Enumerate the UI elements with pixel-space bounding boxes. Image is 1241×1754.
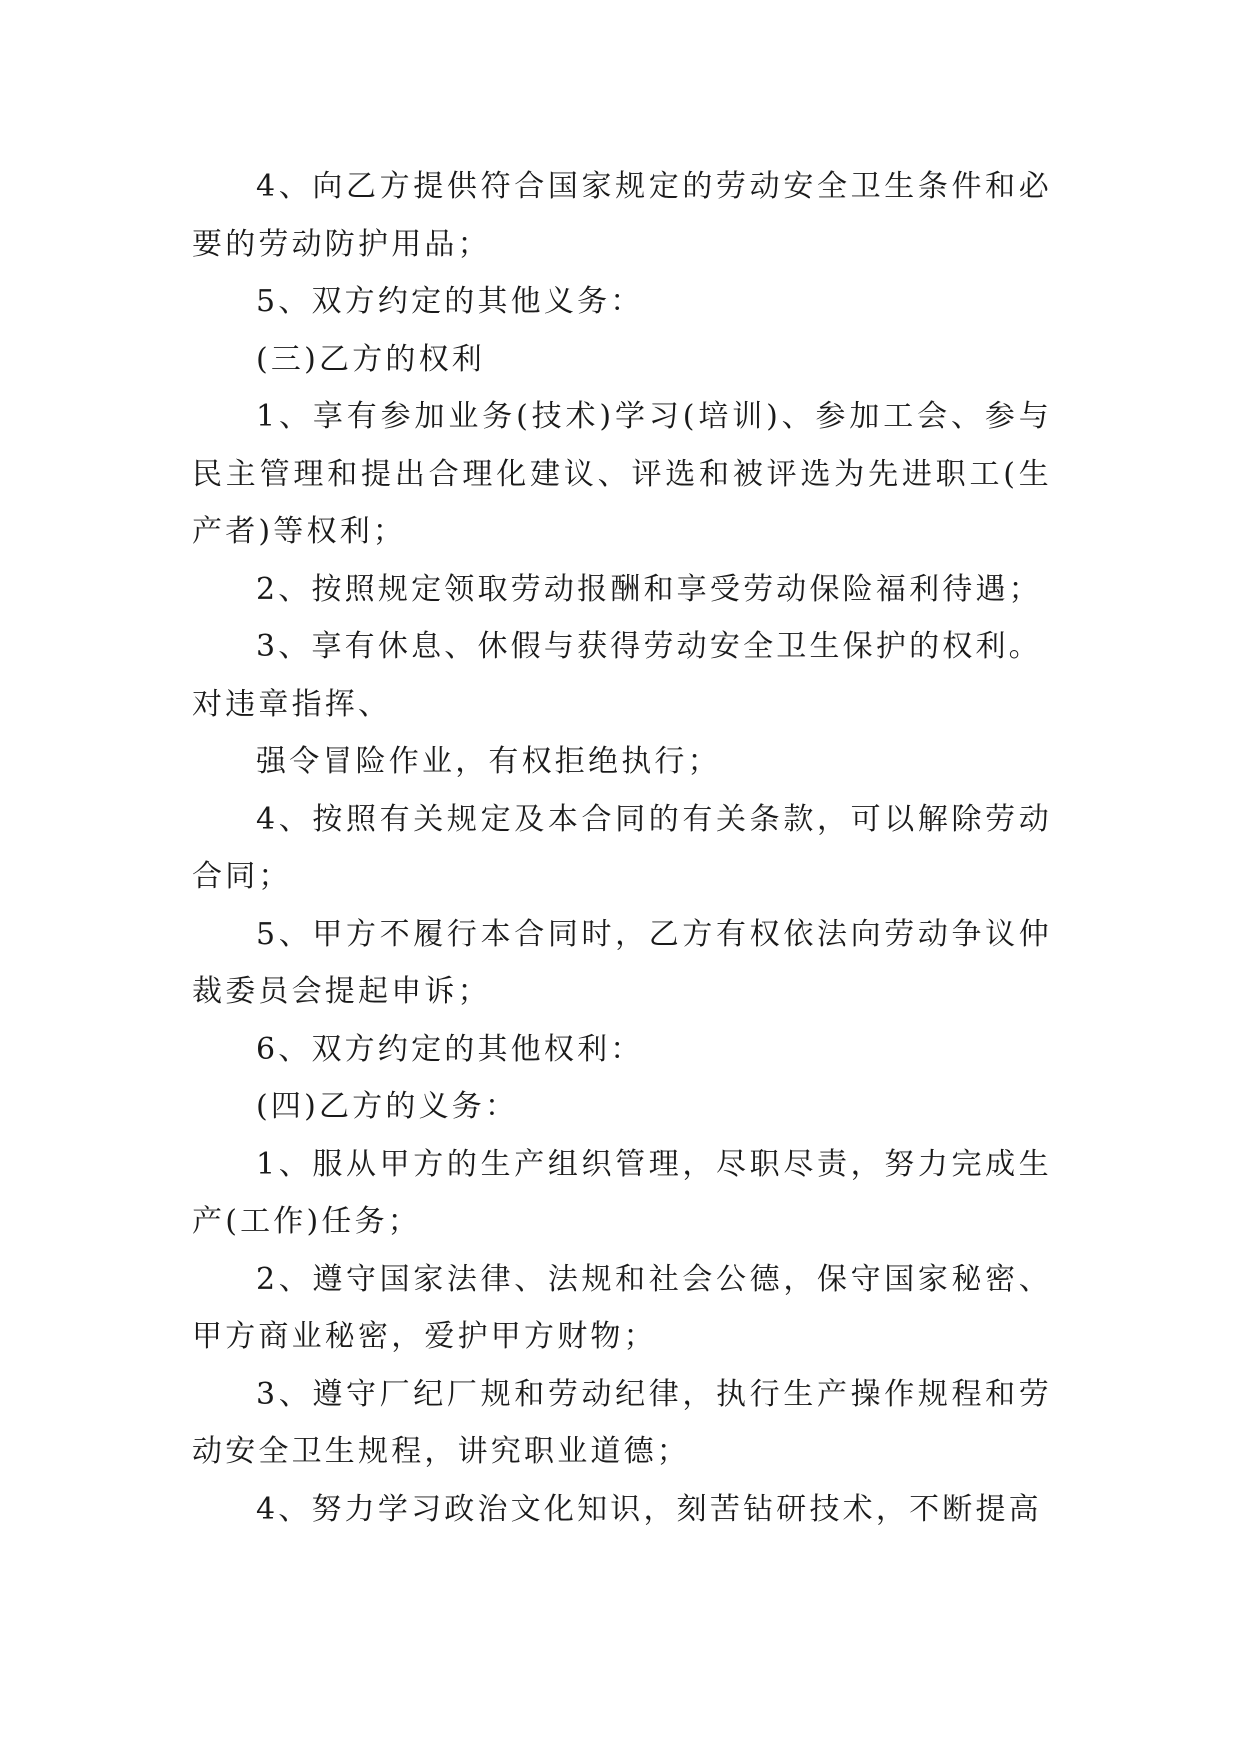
- section-heading: (四)乙方的义务：: [256, 1089, 519, 1124]
- paragraph: 2、遵守国家法律、法规和社会公德，保守国家秘密、甲方商业秘密，爱护甲方财物；: [192, 1261, 1052, 1354]
- paragraph: 5、双方约定的其他义务：: [256, 284, 644, 319]
- paragraph: 3、遵守厂纪厂规和劳动纪律，执行生产操作规程和劳动安全卫生规程，讲究职业道德；: [192, 1376, 1052, 1469]
- paragraph: 4、努力学习政治文化知识，刻苦钻研技术，不断提高: [256, 1491, 1042, 1527]
- paragraph: 对违章指挥、: [192, 686, 392, 722]
- section-heading: (三)乙方的权利: [256, 341, 486, 377]
- paragraph: 6、双方约定的其他权利：: [256, 1031, 644, 1067]
- paragraph: 4、按照有关规定及本合同的有关条款，可以解除劳动合同；: [192, 801, 1052, 894]
- document-body: [192, 158, 1052, 1538]
- paragraph: 5、甲方不履行本合同时，乙方有权依法向劳动争议仲裁委员会提起申诉；: [192, 916, 1052, 1009]
- paragraph: 1、服从甲方的生产组织管理，尽职尽责，努力完成生产(工作)任务；: [192, 1146, 1052, 1239]
- paragraph: 1、享有参加业务(技术)学习(培训)、参加工会、参与民主管理和提出合理化建议、评选和被评选为先进职工(生产者)等权利；: [192, 399, 1052, 549]
- paragraph: 3、享有休息、休假与获得劳动安全卫生保护的权利。: [256, 629, 1042, 664]
- paragraph: 2、按照规定领取劳动报酬和享受劳动保险福利待遇；: [256, 571, 1042, 607]
- paragraph: 4、向乙方提供符合国家规定的劳动安全卫生条件和必要的劳动防护用品；: [192, 169, 1052, 262]
- paragraph: 强令冒险作业，有权拒绝执行；: [256, 744, 721, 779]
